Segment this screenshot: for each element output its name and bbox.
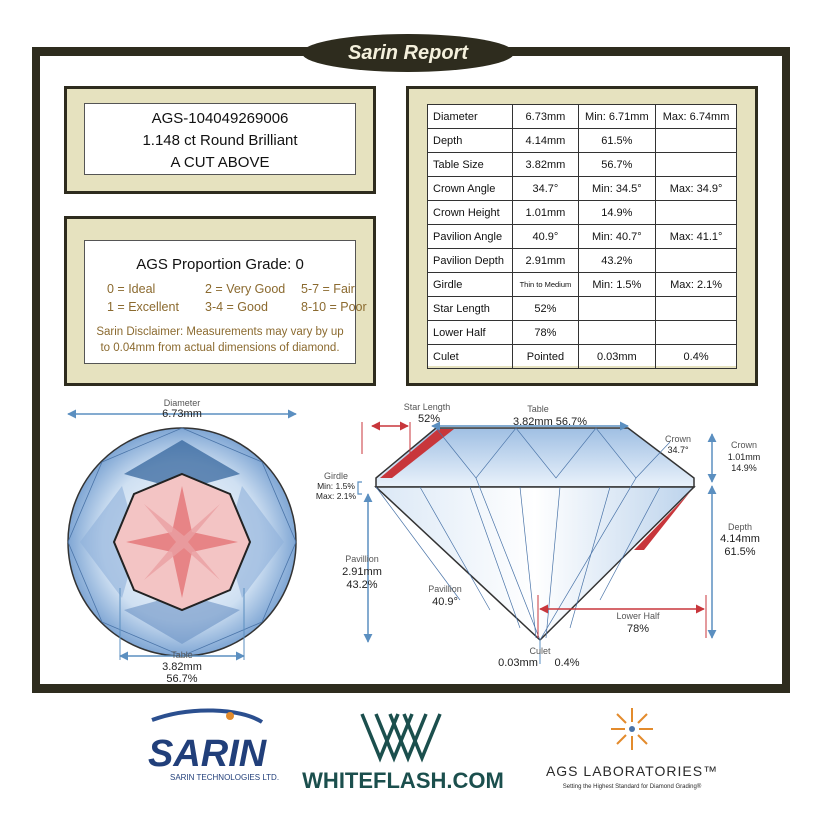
measurement-value bbox=[656, 129, 737, 153]
measurement-row bbox=[428, 225, 737, 249]
ags-wordmark: AGS LABORATORIES™ bbox=[545, 763, 719, 779]
diameter-value: 6.73mm bbox=[162, 408, 202, 420]
ags-logo bbox=[546, 708, 718, 790]
culet-mm: 0.03mm bbox=[498, 657, 538, 669]
girdle-max: Max: 2.1% bbox=[315, 491, 357, 501]
scale-item: 3-4 = Good bbox=[205, 300, 268, 314]
measurement-name: Depth bbox=[428, 129, 513, 153]
measurement-value bbox=[656, 321, 737, 345]
crown-angle-value: 34.7° bbox=[667, 445, 689, 455]
grade-scale bbox=[107, 282, 367, 314]
sarin-wordmark: SARIN bbox=[148, 733, 267, 775]
measurement-name: Table Size bbox=[428, 153, 513, 177]
measurement-value: Min: 6.71mm bbox=[578, 105, 656, 129]
pavilion-angle-value: 40.9° bbox=[432, 596, 458, 608]
depth-pct: 61.5% bbox=[724, 546, 756, 558]
measurement-name: Girdle bbox=[428, 273, 513, 297]
cut-brand: A CUT ABOVE bbox=[170, 154, 270, 171]
measurement-value: 78% bbox=[513, 321, 578, 345]
measurement-name: Pavilion Depth bbox=[428, 249, 513, 273]
star-label: Star Length bbox=[403, 402, 451, 412]
measurements-panel bbox=[406, 86, 758, 386]
measurement-value bbox=[656, 153, 737, 177]
measurement-name: Crown Height bbox=[428, 201, 513, 225]
identity-box bbox=[84, 103, 356, 175]
identity-panel bbox=[64, 86, 376, 194]
top-view bbox=[68, 398, 296, 685]
measurement-value: 56.7% bbox=[578, 153, 656, 177]
measurement-value: 1.01mm bbox=[513, 201, 578, 225]
measurement-name: Lower Half bbox=[428, 321, 513, 345]
side-table-label: Table bbox=[527, 404, 549, 414]
grade-panel bbox=[64, 216, 376, 386]
measurement-value: Min: 40.7° bbox=[578, 225, 656, 249]
measurement-row bbox=[428, 129, 737, 153]
girdle-min: Min: 1.5% bbox=[317, 481, 355, 491]
measurement-value: Min: 34.5° bbox=[578, 177, 656, 201]
diameter-label: Diameter bbox=[163, 398, 201, 408]
measurement-value bbox=[656, 249, 737, 273]
measurement-row bbox=[428, 177, 737, 201]
proportion-grade: AGS Proportion Grade: 0 bbox=[136, 256, 304, 273]
measurement-value: 3.82mm bbox=[513, 153, 578, 177]
sarin-disclaimer: Sarin Disclaimer: Measurements may vary by up to 0.04mm from actual dimensions of diamond. bbox=[96, 326, 344, 354]
lower-half-value: 78% bbox=[626, 623, 650, 635]
sarin-subtitle: SARIN TECHNOLOGIES LTD. bbox=[170, 773, 280, 782]
measurement-row bbox=[428, 321, 737, 345]
pavilion-pct: 43.2% bbox=[346, 579, 378, 591]
girdle-bracket bbox=[358, 482, 362, 494]
measurement-value: Max: 6.74mm bbox=[656, 105, 737, 129]
ags-tagline: Setting the Highest Standard for Diamond Grading® bbox=[562, 784, 702, 790]
measurements-table bbox=[427, 104, 737, 369]
depth-label: Depth bbox=[727, 522, 753, 532]
measurement-value: 0.4% bbox=[656, 345, 737, 369]
logo-strip bbox=[0, 700, 816, 816]
side-table-value: 3.82mm 56.7% bbox=[513, 416, 587, 428]
scale-item: 2 = Very Good bbox=[205, 282, 286, 296]
measurement-value: Thin to Medium bbox=[513, 273, 578, 297]
crown-mm: 1.01mm bbox=[727, 452, 761, 462]
measurement-row bbox=[428, 345, 737, 369]
measurement-row bbox=[428, 201, 737, 225]
crown-pct: 14.9% bbox=[731, 463, 757, 473]
depth-mm: 4.14mm bbox=[720, 533, 760, 545]
culet-pct: 0.4% bbox=[554, 657, 580, 669]
girdle-label: Girdle bbox=[323, 471, 349, 481]
report-title: Sarin Report bbox=[302, 34, 514, 72]
measurement-value: Min: 1.5% bbox=[578, 273, 656, 297]
stone-description: 1.148 ct Round Brilliant bbox=[142, 132, 298, 149]
whiteflash-logo bbox=[302, 714, 504, 793]
measurement-value: 61.5% bbox=[578, 129, 656, 153]
measurement-name: Crown Angle bbox=[428, 177, 513, 201]
measurement-name: Pavilion Angle bbox=[428, 225, 513, 249]
measurement-value: 34.7° bbox=[513, 177, 578, 201]
side-view bbox=[316, 402, 760, 669]
table-pct: 56.7% bbox=[166, 673, 198, 685]
measurement-name: Culet bbox=[428, 345, 513, 369]
culet-label: Culet bbox=[529, 646, 551, 656]
diamond-diagrams bbox=[40, 390, 782, 690]
measurement-row bbox=[428, 297, 737, 321]
report-id: AGS-104049269006 bbox=[151, 110, 289, 127]
pavilion-mm: 2.91mm bbox=[342, 566, 382, 578]
measurement-value: 2.91mm bbox=[513, 249, 578, 273]
scale-item: 8-10 = Poor bbox=[301, 300, 367, 314]
pavilion-angle-label: Pavillion bbox=[428, 584, 462, 594]
crown bbox=[376, 428, 694, 487]
measurement-name: Diameter bbox=[428, 105, 513, 129]
grade-box bbox=[84, 240, 367, 364]
sarin-logo bbox=[148, 710, 279, 782]
pavilion-label: Pavillion bbox=[345, 554, 379, 564]
measurement-value: 6.73mm bbox=[513, 105, 578, 129]
measurement-value: 4.14mm bbox=[513, 129, 578, 153]
measurement-value: Max: 2.1% bbox=[656, 273, 737, 297]
measurement-row bbox=[428, 153, 737, 177]
crown-label: Crown bbox=[730, 440, 758, 450]
scale-item: 1 = Excellent bbox=[107, 300, 179, 314]
measurement-row bbox=[428, 249, 737, 273]
star-value: 52% bbox=[417, 413, 441, 425]
measurement-value: 52% bbox=[513, 297, 578, 321]
scale-item: 5-7 = Fair bbox=[301, 282, 355, 296]
measurement-value bbox=[656, 201, 737, 225]
logos-svg bbox=[0, 700, 816, 816]
measurement-value bbox=[578, 297, 656, 321]
measurements-box bbox=[427, 104, 737, 366]
measurement-value: 0.03mm bbox=[578, 345, 656, 369]
measurement-value: Pointed bbox=[513, 345, 578, 369]
table-mm: 3.82mm bbox=[162, 661, 202, 673]
measurement-name: Star Length bbox=[428, 297, 513, 321]
measurement-value: 43.2% bbox=[578, 249, 656, 273]
measurement-value: 14.9% bbox=[578, 201, 656, 225]
crown-angle-label: Crown bbox=[664, 434, 692, 444]
whiteflash-mark bbox=[362, 714, 440, 758]
measurement-value: Max: 41.1° bbox=[656, 225, 737, 249]
table-label: Table bbox=[171, 650, 193, 660]
measurement-value: Max: 34.9° bbox=[656, 177, 737, 201]
whiteflash-wordmark: WHITEFLASH.COM bbox=[302, 768, 504, 793]
lower-half-label: Lower Half bbox=[616, 611, 660, 621]
measurement-value bbox=[578, 321, 656, 345]
measurement-row bbox=[428, 273, 737, 297]
measurement-value bbox=[656, 297, 737, 321]
scale-item: 0 = Ideal bbox=[107, 282, 156, 296]
measurement-value: 40.9° bbox=[513, 225, 578, 249]
measurement-row bbox=[428, 105, 737, 129]
